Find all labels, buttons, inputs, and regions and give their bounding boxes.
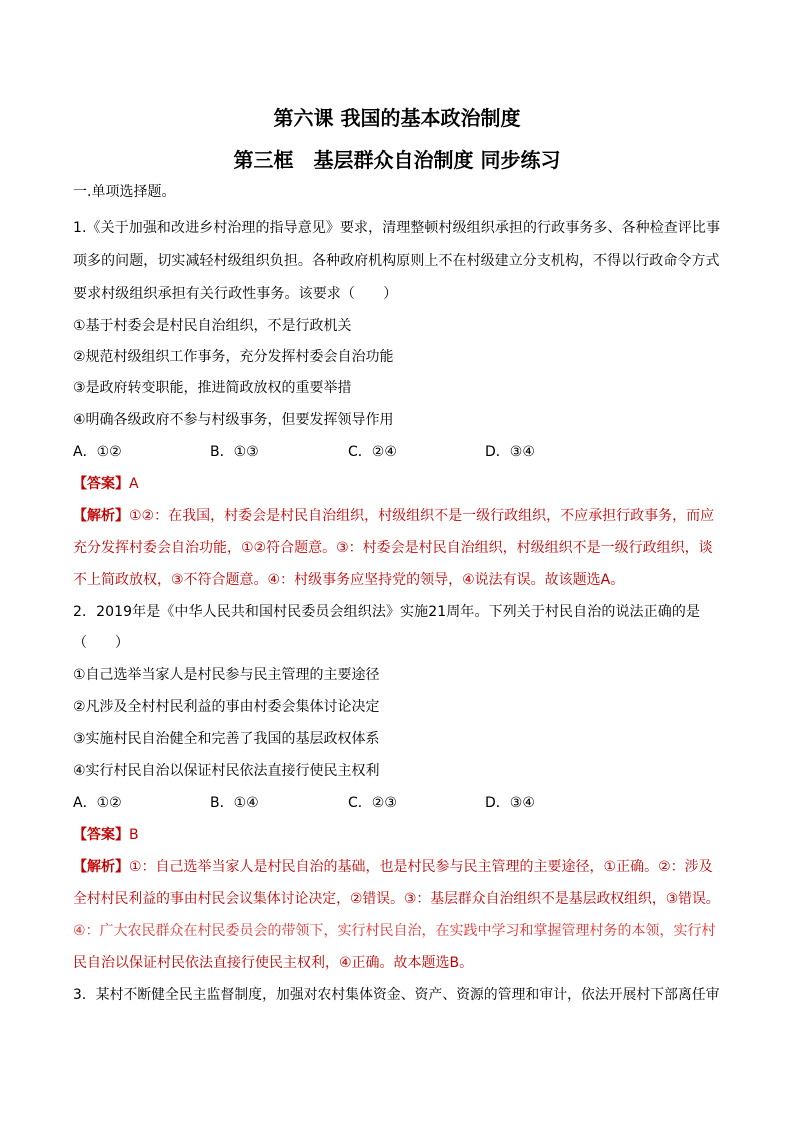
- q1-analysis-line-1: [73, 507, 714, 525]
- q1-stem-line-1: 1.《关于加强和改进乡村治理的指导意见》要求，清理整顿村级组织承担的行政事务多、各种检查评比事: [73, 220, 721, 236]
- q2-options: [73, 794, 633, 812]
- q2-item-2: ②凡涉及全村村民利益的事由村委会集体讨论决定: [73, 699, 380, 715]
- q3-stem-line-1: 3．某村不断健全民主监督制度，加强对农村集体资金、资产、资源的管理和审计，依法开展村下部离任审: [73, 987, 720, 1003]
- q2-analysis-text-1: ①：自己选举当家人是村民自治的基础，也是村民参与民主管理的主要途径，①正确。②：涉及: [129, 859, 713, 875]
- q1-item-4: ④明确各级政府不参与村级事务，但要发挥领导作用: [73, 412, 394, 428]
- q1-analysis-line-3: 不上简政放权，③不符合题意。④：村级事务应坚持党的领导，④说法有误。故该题选A。: [73, 572, 625, 588]
- q2-stem-line-2: （ ）: [73, 635, 129, 651]
- q2-analysis-tag: 【解析】: [73, 859, 129, 875]
- q1-option-c: C．②④: [348, 444, 397, 460]
- q2-item-4: ④实行村民自治以保证村民依法直接行使民主权利: [73, 763, 380, 779]
- q2-item-3: ③实施村民自治健全和完善了我国的基层政权体系: [73, 731, 380, 747]
- q2-answer-value: B: [129, 827, 139, 843]
- q2-option-b: B．①④: [210, 795, 259, 811]
- section-subtitle: 第三框 基层群众自治制度 同步练习: [233, 148, 561, 172]
- q1-option-a: A．①②: [73, 444, 122, 460]
- q1-analysis-line-2: 充分发挥村委会自治功能，①②符合题意。③：村委会是村民自治组织，村级组织不是一级行政组织，谈: [73, 540, 713, 556]
- q1-analysis-text-1: ①②：在我国，村委会是村民自治组织，村级组织不是一级行政组织，不应承担行政事务，而应: [129, 508, 715, 524]
- q1-option-b: B．①③: [210, 444, 259, 460]
- q1-item-2: ②规范村级组织工作事务，充分发挥村委会自治功能: [73, 349, 394, 365]
- q2-stem-line-1: 2．2019年是《中华人民共和国村民委员会组织法》实施21周年。下列关于村民自治的说法正确的是: [73, 604, 701, 620]
- q2-analysis-line-2: 全村村民利益的事由村民会议集体讨论决定，②错误。③：基层群众自治组织不是基层政权组织，③错误。: [73, 891, 720, 907]
- q1-analysis-tag: 【解析】: [73, 508, 129, 524]
- q1-answer-tag: 【答案】: [73, 476, 129, 492]
- lesson-title: 第六课 我国的基本政治制度: [273, 106, 521, 130]
- q2-item-1: ①自己选举当家人是村民参与民主管理的主要途径: [73, 667, 380, 683]
- q2-option-a: A．①②: [73, 795, 122, 811]
- q2-option-c: C．②③: [348, 795, 397, 811]
- q2-analysis-line-4: 民自治以保证村民依法直接行使民主权利，④正确。故本题选B。: [73, 955, 474, 971]
- q1-stem-line-3: 要求村级组织承担有关行政性事务。该要求（ ）: [73, 286, 398, 302]
- q1-item-3: ③是政府转变职能，推进简政放权的重要举措: [73, 380, 352, 396]
- q1-answer-value: A: [129, 476, 139, 492]
- q1-answer: [73, 475, 139, 493]
- q2-answer-tag: 【答案】: [73, 827, 129, 843]
- q1-options: [73, 443, 633, 461]
- q1-item-1: ①基于村委会是村民自治组织，不是行政机关: [73, 318, 352, 334]
- q1-option-d: D．③④: [485, 444, 535, 460]
- section-heading: 一.单项选择题。: [73, 184, 176, 200]
- q2-answer: [73, 826, 139, 844]
- q1-stem-line-2: 项多的问题，切实减轻村级组织负担。各种政府机构原则上不在村级建立分支机构，不得以行政命令方式: [73, 253, 720, 269]
- q2-analysis-line-1: [73, 858, 713, 876]
- q2-option-d: D．③④: [485, 795, 535, 811]
- q2-analysis-line-3: ④：广大农民群众在村民委员会的带领下，实行村民自治，在实践中学习和掌握管理村务的本领，实行村: [73, 923, 716, 939]
